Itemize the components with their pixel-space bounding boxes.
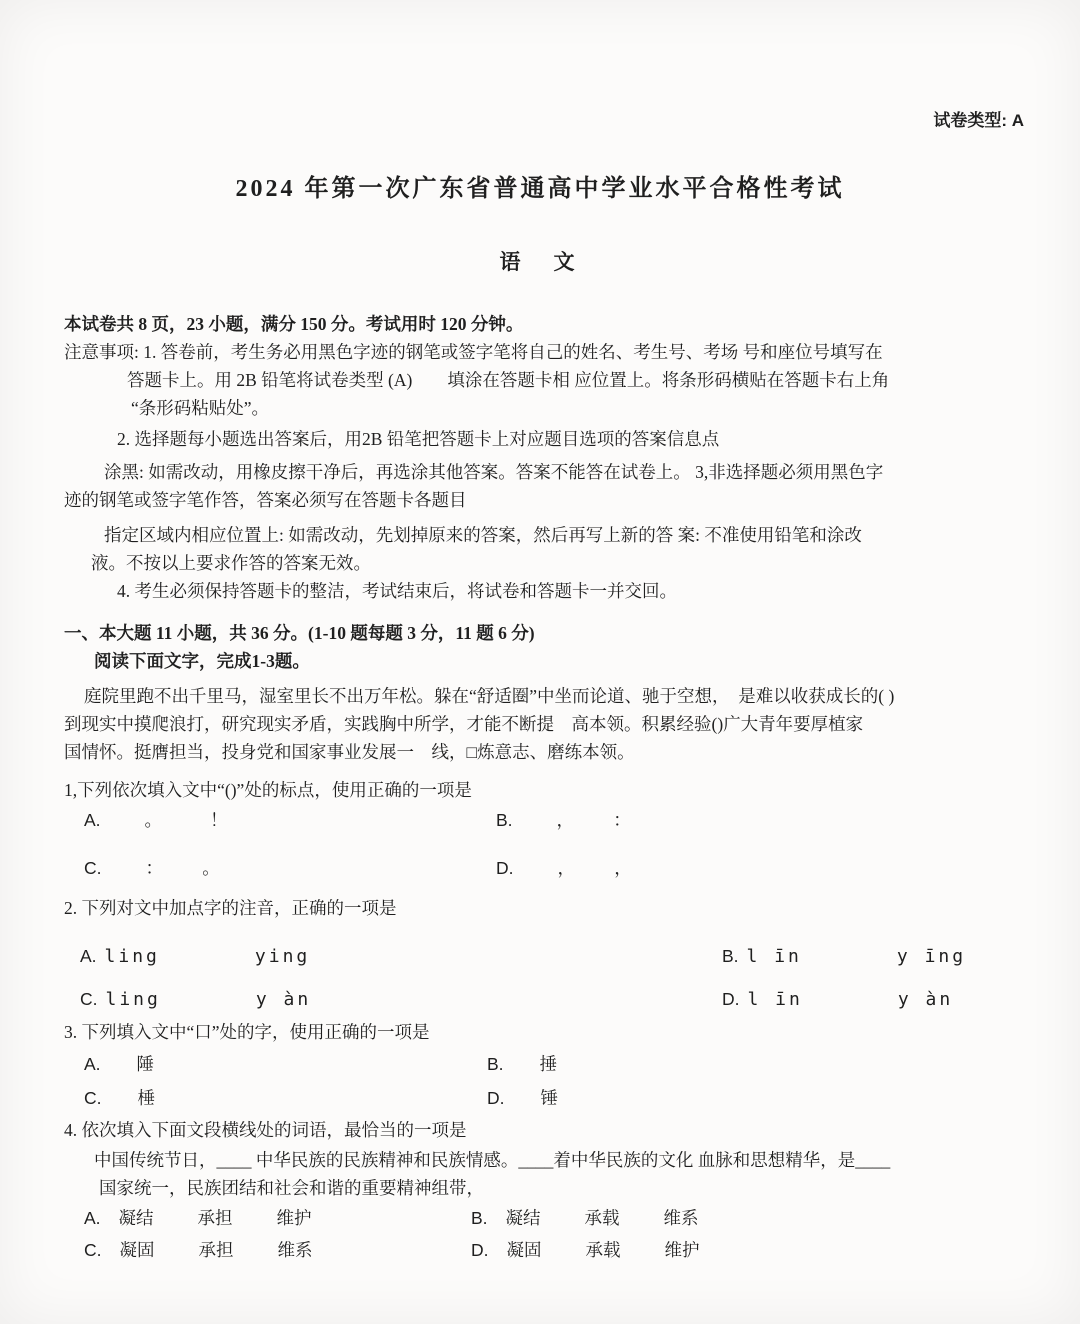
option-2c-pinyin2: y àn [255,989,312,1010]
passage-line-3: 国情怀。挺膺担当，投身党和国家事业发展一 线，□炼意志、磨练本领。 [64,742,635,762]
option-3c-label: C. [84,1088,102,1108]
option-2a-label: A. [80,946,97,966]
option-4a-word2: 承担 [197,1208,233,1228]
option-3a [64,1050,487,1078]
section-one-subheading: 阅读下面文字，完成1-3题。 [94,651,310,671]
notice-line-6: 迹的钢笔或签字笔作答，答案必须写在答题卡各题目 [64,490,467,510]
notice-line-9: 4. 考生必须保持答题卡的整洁，考试结束后，将试卷和答题卡一并交回。 [117,581,677,601]
question-1-options-row-1 [64,806,1024,834]
question-3 [64,1018,1024,1112]
option-4a-word1: 凝结 [118,1208,154,1228]
option-4b-word1: 凝结 [505,1208,541,1228]
option-1d [496,854,632,882]
option-4b-word2: 承载 [584,1208,620,1228]
option-1d-label: D. [496,858,514,878]
option-4b-word3: 维系 [663,1208,699,1228]
passage-line-2: 到现实中摸爬浪打，研究现实矛盾，实践胸中所学，才能不断提 高本领。积累经验()广大青年要厚植家 [64,714,864,734]
question-1-stem: 1,下列依次填入文中“()”处的标点，使用正确的一项是 [64,780,472,800]
option-1a [64,806,496,834]
option-2d-label: D. [722,989,740,1009]
question-2 [64,894,1024,1014]
option-4d-word3: 维护 [664,1240,700,1260]
option-1d-text2: ， [614,858,632,878]
option-1a-label: A. [84,810,101,830]
option-1a-text2: ！ [210,810,228,830]
question-1 [64,776,1024,882]
option-4d-label: D. [471,1240,489,1260]
question-4-text-2: 国家统一，民族团结和社会和谐的重要精神组带， [99,1178,484,1198]
notice-line-4: 2. 选择题每小题选出答案后，用2B 铅笔把答题卡上对应题目选项的答案信息点 [117,429,720,449]
question-3-stem: 3. 下列填入文中“口”处的字，使用正确的一项是 [64,1022,430,1042]
option-3a-label: A. [84,1054,101,1074]
option-2c-pinyin1: ling [105,989,161,1010]
question-3-options-row-2 [64,1084,1024,1112]
option-4c-word1: 凝固 [119,1240,155,1260]
option-2a-pinyin1: ling [104,946,160,967]
option-2d-pinyin2: y àn [897,989,954,1010]
option-4c-word3: 维系 [277,1240,313,1260]
notice-line-3: “条形码粘贴处”。 [131,398,270,418]
option-3b [487,1050,557,1078]
option-3a-text: 陲 [136,1054,155,1074]
notice-line-2: 答题卡上。用 2B 铅笔将试卷类型 (A) 填涂在答题卡相 应位置上。将条形码横贴在答题卡右上角 [127,370,890,390]
question-4-options-row-1 [64,1204,1024,1232]
section-one-heading: 一、本大题 11 小题，共 36 分。(1-10 题每题 3 分，11 题 6 分) [64,623,535,643]
question-4-options-row-2 [64,1236,1024,1264]
paper-type-label: 试卷类型: A [933,111,1024,130]
option-2c-label: C. [80,989,98,1009]
question-4 [64,1116,1024,1264]
option-3b-label: B. [487,1054,504,1074]
option-1b-text: ， [556,810,566,830]
notice-line-7: 指定区域内相应位置上: 如需改动，先划掉原来的答案，然后再写上新的答 案: 不准使用铅笔和涂改 [104,525,862,545]
option-3c-text: 棰 [137,1088,155,1108]
option-2d-pinyin1: l īn [747,989,803,1010]
option-4d [471,1236,700,1264]
option-1c-text2: 。 [202,858,220,878]
option-2b-label: B. [722,946,739,966]
option-1c-text: ： [145,858,155,878]
option-2a-pinyin2: ying [254,946,311,967]
notice-line-5: 涂黑: 如需改动，用橡皮擦干净后，再选涂其他答案。答案不能答在试卷上。 3,非选择题必须用黑色字 [104,462,884,482]
option-3b-text: 捶 [539,1054,558,1074]
option-2c [64,985,722,1014]
subject-title: 语 文 [499,250,581,274]
option-1b-text2: ： [613,810,631,830]
option-4b-label: B. [471,1208,488,1228]
option-4b [471,1204,699,1232]
option-1d-text: ， [557,858,567,878]
exam-summary: 本试卷共 8 页，23 小题，满分 150 分。考试用时 120 分钟。 [64,314,524,334]
option-2b-pinyin1: l īn [746,946,802,967]
question-2-options-row-2 [64,985,1024,1014]
question-4-text-1: 中国传统节日，____ 中华民族的民族精神和民族情感。____着中华民族的文化 血脉和思想精华，是____ [94,1150,891,1170]
exam-title: 2024 年第一次广东省普通高中学业水平合格性考试 [235,176,845,202]
option-4d-word1: 凝固 [506,1240,542,1260]
option-3c [64,1084,487,1112]
question-1-options-row-2 [64,854,1024,882]
option-2b [722,942,966,971]
option-1a-text: 。 [144,810,163,830]
option-1b-label: B. [496,810,513,830]
option-1c [64,854,496,882]
option-2a [64,942,722,971]
exam-body [64,310,1024,1264]
question-2-options-row-1 [64,942,1024,971]
option-2b-pinyin2: y īng [896,946,967,967]
option-3d [487,1084,558,1112]
passage-line-1: 庭院里跑不出千里马，湿室里长不出万年松。躲在“舒适圈”中坐而论道、驰于空想， 是难以收获成长的( ) [84,686,895,706]
option-4c-label: C. [84,1240,102,1260]
question-4-stem: 4. 依次填入下面文段横线处的词语，最恰当的一项是 [64,1120,467,1140]
option-4a-word3: 维护 [276,1208,312,1228]
option-2d [722,985,953,1014]
notice-line-1: 注意事项: 1. 答卷前，考生务必用黑色字迹的钢笔或签字笔将自己的姓名、考生号、考场 号和座位号填写在 [64,342,883,362]
option-4a-label: A. [84,1208,101,1228]
option-4c [64,1236,471,1264]
notice-line-8: 液。不按以上要求作答的答案无效。 [91,553,371,573]
option-1b [496,806,631,834]
question-3-options-row-1 [64,1050,1024,1078]
option-1c-label: C. [84,858,102,878]
option-4a [64,1204,471,1232]
option-3d-label: D. [487,1088,505,1108]
option-3d-text: 锤 [540,1088,558,1108]
option-4d-word2: 承载 [585,1240,621,1260]
question-2-stem: 2. 下列对文中加点字的注音，正确的一项是 [64,898,397,918]
option-4c-word2: 承担 [198,1240,234,1260]
